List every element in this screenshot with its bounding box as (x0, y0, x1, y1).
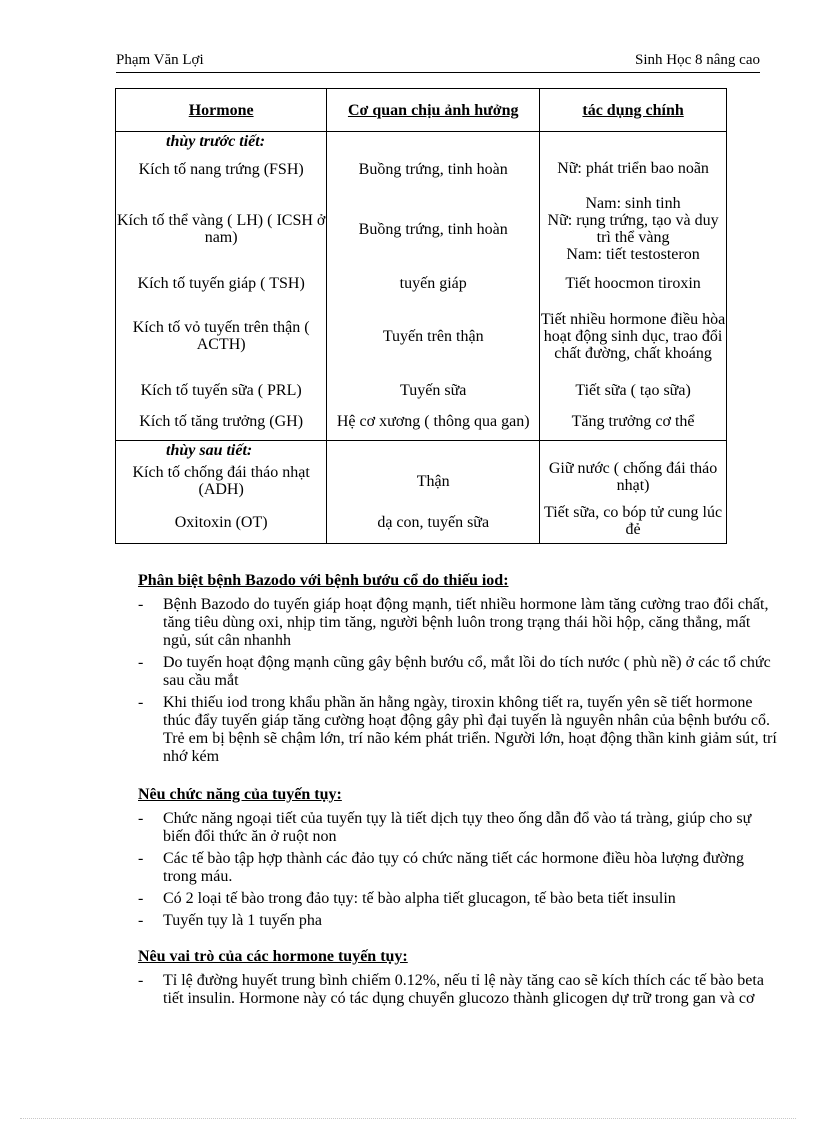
bullet-dash: - (138, 694, 144, 711)
hormone-cell: Kích tố nang trứng (FSH) (138, 160, 304, 178)
group-title-posterior: thùy sau tiết: (166, 442, 253, 459)
hormone-cell: Kích tố vỏ tuyến trên thận ( ACTH) (132, 319, 310, 353)
list-item (138, 850, 778, 886)
list-item-text: Các tế bào tập hợp thành các đảo tụy có chức năng tiết các hormone điều hòa lượng đường trong máu. (163, 850, 744, 885)
organ-cell: Thận (416, 472, 450, 490)
organ-cell: Buồng trứng, tinh hoàn (358, 160, 508, 178)
hormone-cell: Kích tố tuyến sữa ( PRL) (140, 381, 302, 399)
hormone-cell: Kích tố thể vàng ( LH) ( ICSH ở nam) (116, 212, 326, 246)
bullet-dash: - (138, 654, 144, 671)
bullet-dash: - (138, 890, 144, 907)
list-item-text: Do tuyến hoạt động mạnh cũng gây bệnh bướu cổ, mắt lồi do tích nước ( phù nề) ở các tổ chức sau cầu mắt (163, 654, 771, 689)
section-title: Nêu vai trò của các hormone tuyến tụy: (138, 948, 408, 965)
bullet-list (138, 810, 778, 930)
group-anterior-hormones (116, 132, 327, 441)
organ-cell: Buồng trứng, tinh hoàn (358, 220, 508, 238)
organ-cell: Tuyến trên thận (382, 327, 484, 345)
organ-cell: tuyến giáp (399, 274, 467, 292)
organ-cell: Tuyến sữa (400, 381, 467, 399)
effect-cell: Tiết hoocmon tiroxin (565, 274, 701, 292)
hormone-cell: Kích tố tuyến giáp ( TSH) (137, 274, 305, 292)
section-title: Nêu chức năng của tuyến tụy: (138, 786, 342, 803)
effect-cell: Giữ nước ( chống đái tháo nhạt) (548, 460, 718, 494)
header-hormone: Hormone (116, 89, 327, 132)
list-item (138, 596, 778, 650)
list-item (138, 912, 778, 930)
list-item-text: Khi thiếu iod trong khẩu phần ăn hằng ngày, tiroxin không tiết ra, tuyến yên sẽ tiết hormone thúc đẩy tuyến giáp tăng cường hoạt động gây phì đại tuyến là nguyên nhân của bệnh bướu cổ. Trẻ em bị bệnh sẽ chậm lớn, trí não kém phát triển. Người lớn, hoạt động thần kinh giảm sút, trí nhớ kém (163, 694, 777, 765)
effect-cell: Tiết nhiều hormone điều hòa hoạt động sinh dục, trao đổi chất đường, chất khoáng (540, 310, 726, 362)
group-anterior-organs (327, 132, 540, 441)
effect-cell: Nam: sinh tinh Nữ: rụng trứng, tạo và duy trì thể vàng Nam: tiết testosteron (547, 195, 719, 263)
group-posterior-organs (327, 441, 540, 544)
hormone-cell: Kích tố tăng trưởng (GH) (139, 412, 304, 430)
section-title: Phân biệt bệnh Bazodo với bệnh bướu cổ do thiếu iod: (138, 572, 509, 589)
bullet-dash: - (138, 972, 144, 989)
effect-cell: Tiết sữa ( tạo sữa) (575, 381, 691, 399)
list-item (138, 654, 778, 690)
bullet-dash: - (138, 596, 144, 613)
author-name: Phạm Văn Lợi (116, 52, 204, 68)
header-target-organ: Cơ quan chịu ảnh hưởng (327, 89, 540, 132)
hormone-table (115, 88, 727, 544)
section-pancreas-hormones (138, 948, 778, 1012)
table-header-row (116, 89, 727, 132)
group-posterior-hormones (116, 441, 327, 544)
group-posterior-effects (540, 441, 727, 544)
group-posterior (116, 441, 727, 544)
subject-title: Sinh Học 8 nâng cao (635, 52, 760, 68)
effect-cell: Nữ: phát triển bao noãn (557, 159, 709, 177)
list-item (138, 890, 778, 908)
hormone-cell: Kích tố chống đái tháo nhạt (ADH) (132, 464, 310, 498)
page-header (116, 52, 760, 73)
list-item-text: Tuyến tụy là 1 tuyến pha (163, 912, 322, 929)
list-item-text: Có 2 loại tế bào trong đảo tụy: tế bào alpha tiết glucagon, tế bào beta tiết insulin (163, 890, 676, 907)
group-title-anterior: thùy trước tiết: (166, 133, 266, 150)
organ-cell: Hệ cơ xương ( thông qua gan) (336, 412, 530, 430)
header-main-effect: tác dụng chính (540, 89, 727, 132)
list-item (138, 810, 778, 846)
list-item (138, 972, 778, 1008)
bullet-list (138, 972, 778, 1008)
effect-cell: Tiết sữa, co bóp tử cung lúc đẻ (544, 504, 723, 538)
list-item-text: Tỉ lệ đường huyết trung bình chiếm 0.12%, nếu tỉ lệ này tăng cao sẽ kích thích các tế bào beta tiết insulin. Hormone này có tác dụng chuyển glucozo thành glicogen dự trữ trong gan và cơ (163, 972, 764, 1007)
page-bottom-divider (20, 1118, 796, 1119)
organ-cell: dạ con, tuyến sữa (377, 513, 490, 531)
section-pancreas-function (138, 786, 778, 934)
group-anterior (116, 132, 727, 441)
section-bazodo (138, 572, 778, 770)
group-anterior-effects (540, 132, 727, 441)
list-item (138, 694, 778, 766)
bullet-dash: - (138, 810, 144, 827)
list-item-text: Chức năng ngoại tiết của tuyến tụy là tiết dịch tụy theo ống dẫn đổ vào tá tràng, giúp cho sự biến đổi thức ăn ở ruột non (163, 810, 752, 845)
effect-cell: Tăng trưởng cơ thể (571, 412, 695, 430)
hormone-cell: Oxitoxin (OT) (174, 513, 268, 531)
list-item-text: Bệnh Bazodo do tuyến giáp hoạt động mạnh, tiết nhiều hormone làm tăng cường trao đổi chất, tăng tiêu dùng oxi, nhịp tim tăng, người bệnh luôn trong trạng thái hồi hộp, căng thẳng, mất ngủ, sút cân nhanhh (163, 596, 769, 649)
bullet-list (138, 596, 778, 766)
bullet-dash: - (138, 912, 144, 929)
bullet-dash: - (138, 850, 144, 867)
